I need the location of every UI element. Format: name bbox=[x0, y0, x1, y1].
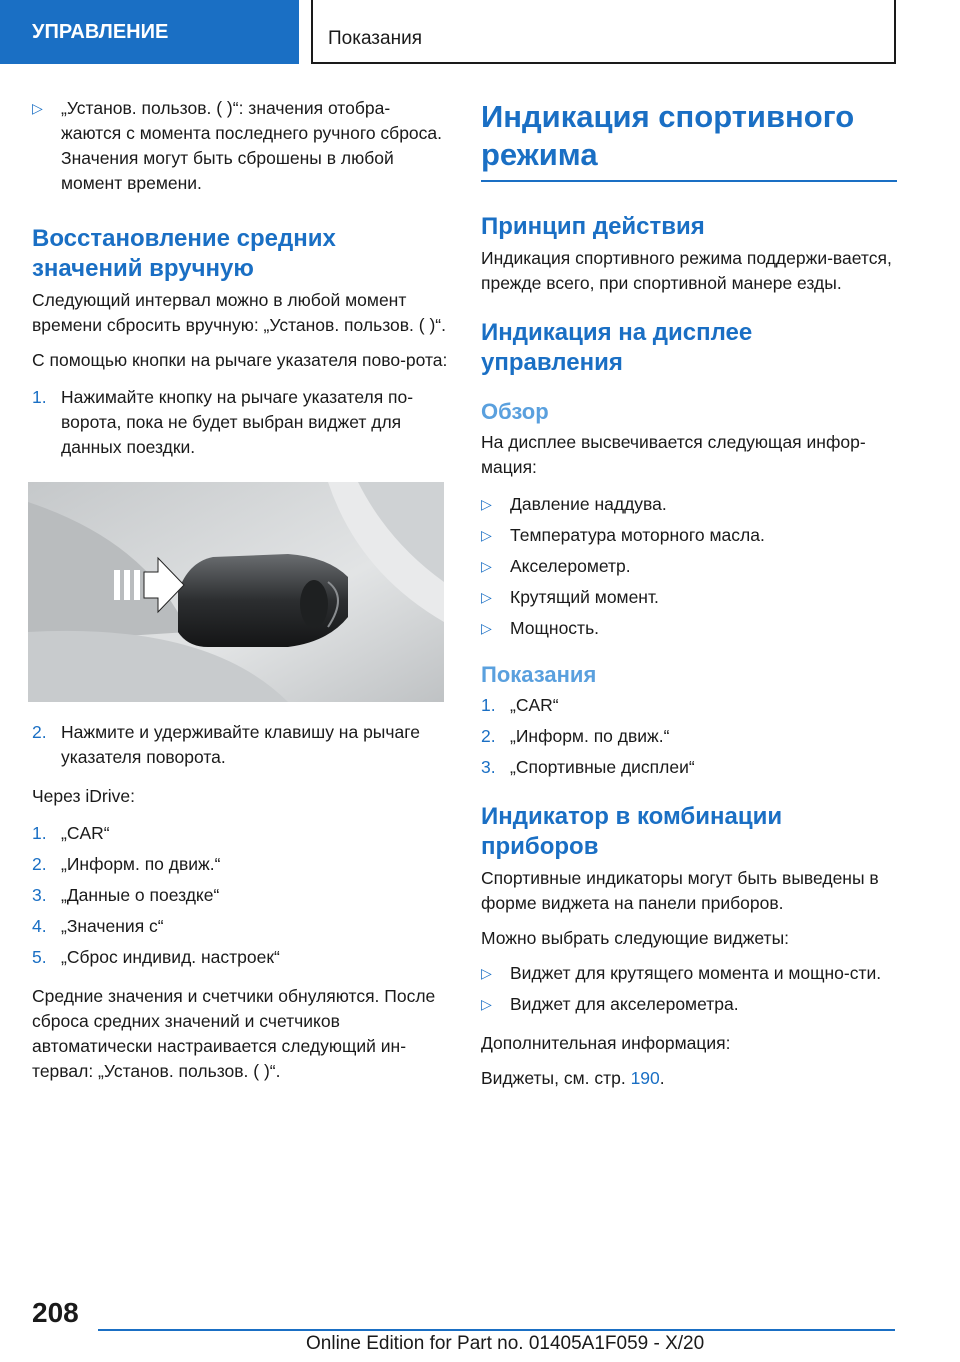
footer-divider bbox=[98, 1329, 895, 1331]
principle-heading: Принцип действия bbox=[481, 213, 705, 240]
bullet-text: Акселерометр. bbox=[510, 556, 631, 576]
list-item bbox=[32, 945, 448, 970]
paragraph: Индикация спортивного режима поддержи-вается, прежде всего, при спортивной манере езды. bbox=[481, 248, 892, 293]
list-item bbox=[481, 724, 897, 749]
bullet-text: Крутящий момент. bbox=[510, 587, 659, 607]
overview-heading: Обзор bbox=[481, 399, 549, 424]
triangle-bullet-icon: ▷ bbox=[481, 527, 492, 543]
triangle-bullet-icon: ▷ bbox=[481, 996, 492, 1012]
turn-signal-lever-illustration bbox=[28, 482, 444, 702]
paragraph: Можно выбрать следующие виджеты: bbox=[481, 928, 790, 948]
step-text: Нажимайте кнопку на рычаге указателя по-ворота, пока не будет выбран виджет для данных поездки. bbox=[61, 387, 414, 457]
cross-reference bbox=[481, 1066, 897, 1091]
bullet-text: Виджет для акселерометра. bbox=[510, 994, 739, 1014]
step-number: 2. bbox=[32, 722, 47, 742]
left-column bbox=[32, 96, 448, 1094]
cluster-heading: Индикатор в комбинации приборов bbox=[481, 803, 783, 860]
list-item bbox=[32, 883, 448, 908]
lever-image-icon bbox=[28, 482, 444, 702]
bullet-text: „Установ. пользов. ( )“: значения отобра-жаются с момента последнего ручного сброса. Значения могут быть сброшены в любой момент времени. bbox=[61, 98, 443, 193]
menu-path-item: „Данные о поездке“ bbox=[61, 885, 220, 905]
right-column bbox=[481, 96, 897, 1101]
display-heading: Индикация на дисплее управления bbox=[481, 319, 753, 376]
step-text: Нажмите и удерживайте клавишу на рычаге указателя поворота. bbox=[61, 722, 420, 767]
steps-list bbox=[32, 385, 448, 460]
list-item bbox=[481, 616, 897, 641]
paragraph: На дисплее высвечивается следующая инфор-мация: bbox=[481, 432, 866, 477]
list-item bbox=[481, 523, 897, 548]
menu-path-item: „Спортивные дисплеи“ bbox=[510, 757, 695, 777]
triangle-bullet-icon: ▷ bbox=[481, 589, 492, 605]
bullet-text: Давление наддува. bbox=[510, 494, 667, 514]
step-number: 5. bbox=[32, 947, 47, 967]
triangle-bullet-icon: ▷ bbox=[32, 100, 43, 116]
step-number: 3. bbox=[481, 757, 496, 777]
bullet-text: Температура моторного масла. bbox=[510, 525, 765, 545]
paragraph: С помощью кнопки на рычаге указателя пово-рота: bbox=[32, 350, 448, 370]
list-item bbox=[32, 914, 448, 939]
paragraph: Средние значения и счетчики обнуляются. После сброса средних значений и счетчиков автоматически настраивается следующий ин-тервал: „Установ. пользов. ( )“. bbox=[32, 986, 436, 1081]
chapter-header-tab: Показания bbox=[311, 0, 896, 64]
menu-path-item: „Информ. по движ.“ bbox=[61, 854, 221, 874]
section-header-tab: УПРАВЛЕНИЕ bbox=[0, 0, 299, 64]
widgets-list bbox=[481, 961, 897, 1017]
menu-path-item: „CAR“ bbox=[61, 823, 110, 843]
edition-footer: Online Edition for Part no. 01405A1F059 - X/20 bbox=[306, 1333, 705, 1354]
triangle-bullet-icon: ▷ bbox=[481, 965, 492, 981]
list-item bbox=[481, 693, 897, 718]
manual-reset-heading: Восстановление средних значений вручную bbox=[32, 225, 336, 282]
bullet-text: Мощность. bbox=[510, 618, 600, 638]
list-item bbox=[32, 96, 448, 196]
list-item bbox=[481, 992, 897, 1017]
list-item bbox=[481, 554, 897, 579]
readings-heading: Показания bbox=[481, 662, 597, 687]
step-number: 4. bbox=[32, 916, 47, 936]
list-item bbox=[481, 755, 897, 780]
overview-list bbox=[481, 492, 897, 641]
step-number: 1. bbox=[32, 823, 47, 843]
step-number: 1. bbox=[32, 387, 47, 407]
list-item bbox=[481, 492, 897, 517]
triangle-bullet-icon: ▷ bbox=[481, 558, 492, 574]
cross-reference-end: . bbox=[659, 1068, 665, 1088]
page-reference-link[interactable]: 190 bbox=[630, 1068, 660, 1088]
idrive-steps-list bbox=[32, 821, 448, 970]
list-item bbox=[481, 961, 897, 986]
readings-list bbox=[481, 693, 897, 780]
menu-path-item: „Значения с“ bbox=[61, 916, 164, 936]
cross-reference-text: Виджеты, см. стр. bbox=[481, 1068, 631, 1088]
list-item bbox=[32, 720, 448, 770]
paragraph: Дополнительная информация: bbox=[481, 1033, 731, 1053]
paragraph: Спортивные индикаторы могут быть выведены в форме виджета на панели приборов. bbox=[481, 868, 879, 913]
triangle-bullet-icon: ▷ bbox=[481, 496, 492, 512]
list-item bbox=[32, 385, 448, 460]
triangle-bullet-icon: ▷ bbox=[481, 620, 492, 636]
step-number: 2. bbox=[481, 726, 496, 746]
list-item bbox=[32, 821, 448, 846]
step-number: 2. bbox=[32, 854, 47, 874]
step-number: 1. bbox=[481, 695, 496, 715]
menu-path-item: „CAR“ bbox=[510, 695, 559, 715]
steps-list-continued bbox=[32, 720, 448, 770]
list-item bbox=[32, 852, 448, 877]
paragraph: Следующий интервал можно в любой момент времени сбросить вручную: „Установ. пользов. ( )“. bbox=[32, 290, 446, 335]
step-number: 3. bbox=[32, 885, 47, 905]
page-number: 208 bbox=[32, 1297, 79, 1328]
paragraph: Через iDrive: bbox=[32, 786, 135, 806]
menu-path-item: „Информ. по движ.“ bbox=[510, 726, 670, 746]
page-title: Индикация спортивного режима bbox=[481, 98, 897, 182]
list-item bbox=[481, 585, 897, 610]
menu-path-item: „Сброс индивид. настроек“ bbox=[61, 947, 280, 967]
bullet-text: Виджет для крутящего момента и мощно-сти. bbox=[510, 963, 882, 983]
